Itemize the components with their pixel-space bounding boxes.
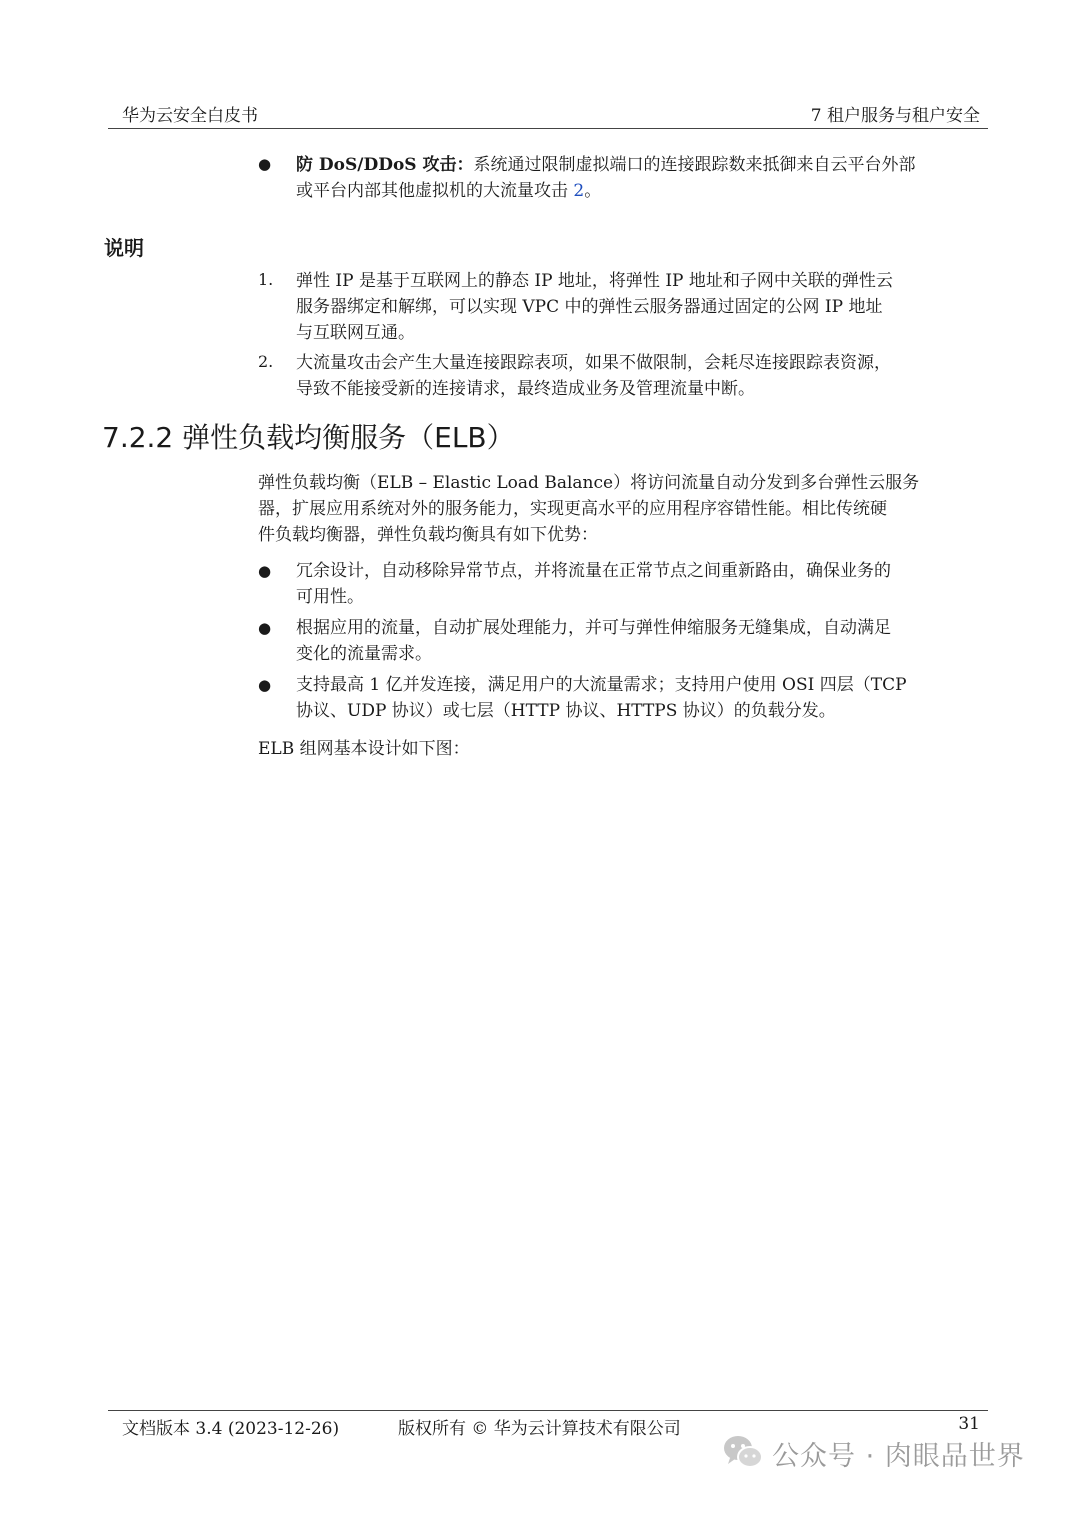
footer-copyright: 版权所有 © 华为云计算技术有限公司 (398, 1419, 681, 1439)
note-item-1-line: 弹性 IP 是基于互联网上的静态 IP 地址，将弹性 IP 地址和子网中关联的弹性云 (296, 271, 893, 291)
watermark-text: 公众号 · 肉眼品世界 (772, 1441, 1025, 1472)
advantage-line: 变化的流量需求。 (296, 644, 432, 664)
dos-line1: 系统通过限制虚拟端口的连接跟踪数来抵御来自云平台外部 (473, 155, 916, 175)
wechat-icon (722, 1432, 764, 1476)
advantage-line: 协议、UDP 协议）或七层（HTTP 协议、HTTPS 协议）的负载分发。 (296, 701, 836, 721)
header-title: 华为云安全白皮书 (122, 106, 258, 126)
note-item-number: 2. (258, 352, 274, 371)
footer-page-number: 31 (958, 1414, 980, 1434)
note-item-1-line: 服务器绑定和解绑，可以实现 VPC 中的弹性云服务器通过固定的公网 IP 地址 (296, 297, 883, 317)
footnote-ref-link[interactable]: 2 (573, 181, 585, 201)
intro-line: 器，扩展应用系统对外的服务能力，实现更高水平的应用程序容错性能。相比传统硬 (258, 499, 887, 519)
note-title: 说明 (104, 236, 144, 260)
bullet-dot: ● (258, 155, 272, 173)
dos-label: 防 DoS/DDoS 攻击： (296, 155, 474, 175)
advantage-line: 可用性。 (296, 587, 364, 607)
note-item-2-line: 大流量攻击会产生大量连接跟踪表项，如果不做限制，会耗尽连接跟踪表资源， (296, 353, 891, 373)
note-item-number: 1. (258, 270, 274, 289)
header-chapter: 7 租户服务与租户安全 (810, 106, 980, 126)
dos-line2: 或平台内部其他虚拟机的大流量攻击 (296, 181, 574, 201)
bullet-dot: ● (258, 562, 272, 580)
advantage-item-3 (296, 672, 972, 724)
advantage-item-2 (296, 615, 972, 667)
footer-rule (108, 1410, 988, 1411)
bullet-dot: ● (258, 619, 272, 637)
header-rule (108, 128, 988, 129)
note-item-2-line: 导致不能接受新的连接请求，最终造成业务及管理流量中断。 (296, 379, 755, 399)
section-heading: 7.2.2 弹性负载均衡服务（ELB） (102, 421, 515, 454)
bullet-dot: ● (258, 676, 272, 694)
section-intro (258, 470, 972, 548)
advantage-line: 根据应用的流量，自动扩展处理能力，并可与弹性伸缩服务无缝集成，自动满足 (296, 618, 891, 638)
advantage-line: 支持最高 1 亿并发连接，满足用户的大流量需求；支持用户使用 OSI 四层（TCP (296, 675, 907, 695)
dos-bullet-text (296, 152, 972, 204)
note-item-1 (296, 268, 972, 346)
note-item-1-line: 与互联网互通。 (296, 323, 415, 343)
dos-end: 。 (584, 181, 602, 201)
advantage-line: 冗余设计，自动移除异常节点，并将流量在正常节点之间重新路由，确保业务的 (296, 561, 891, 581)
diagram-intro: ELB 组网基本设计如下图： (258, 739, 470, 759)
advantage-item-1 (296, 558, 972, 610)
intro-line: 件负载均衡器，弹性负载均衡具有如下优势： (258, 525, 598, 545)
note-item-2 (296, 350, 972, 402)
footer-version: 文档版本 3.4 (2023-12-26) (122, 1419, 340, 1439)
intro-line: 弹性负载均衡（ELB – Elastic Load Balance）将访问流量自动分发到多台弹性云服务 (258, 473, 920, 493)
